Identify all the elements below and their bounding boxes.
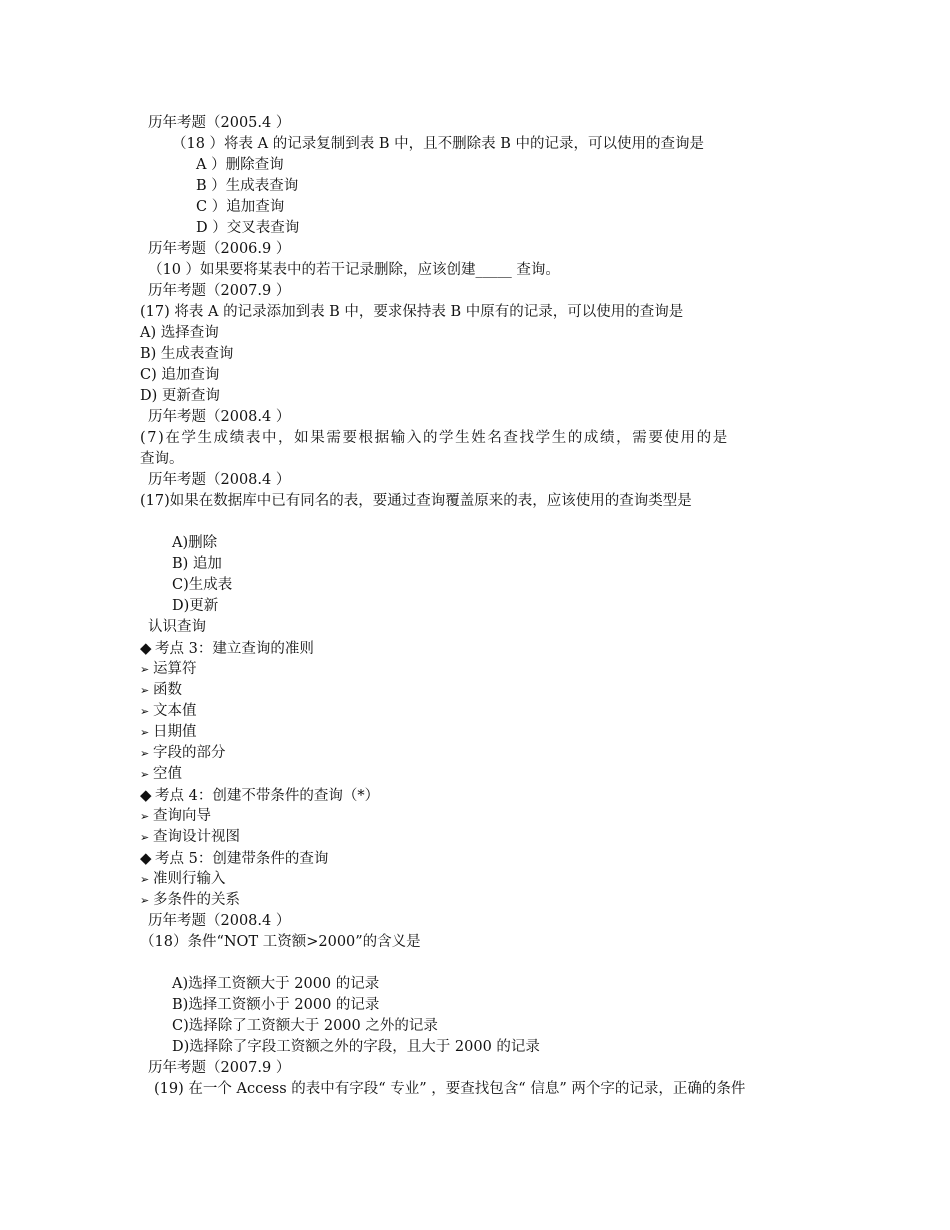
section-title: 认识查询 [148, 619, 206, 635]
diamond-icon: ◆ [140, 849, 152, 867]
arrow-bullet-icon: ➢ [140, 726, 150, 739]
answer-option: A ）删除查询 [196, 157, 284, 173]
answer-option: C ）追加查询 [196, 199, 285, 215]
bullet-item [140, 827, 240, 848]
bullet-label: 运算符 [153, 661, 197, 677]
answer-option: D)更新 [172, 598, 219, 614]
arrow-bullet-icon: ➢ [140, 873, 150, 886]
bullet-label: 文本值 [153, 703, 197, 719]
bullet-label: 多条件的关系 [153, 892, 240, 908]
key-point-label: 考点 4：创建不带条件的查询（*） [155, 788, 380, 804]
bullet-label: 空值 [153, 766, 182, 782]
question-text: （10 ）如果要将某表中的若干记录删除，应该创建_____ 查询。 [148, 262, 560, 278]
bullet-label: 准则行输入 [153, 871, 226, 887]
question-text: 查询。 [140, 451, 184, 467]
exam-heading: 历年考题（2007.9 ） [148, 1060, 291, 1076]
diamond-icon: ◆ [140, 639, 152, 657]
key-point-label: 考点 3：建立查询的准则 [155, 641, 314, 657]
answer-option: D ）交叉表查询 [196, 220, 300, 236]
exam-heading: 历年考题（2008.4 ） [148, 472, 291, 488]
key-point-heading [140, 638, 314, 659]
answer-option: C) 追加查询 [140, 367, 220, 383]
bullet-item [140, 701, 197, 722]
answer-option: B) 追加 [172, 556, 222, 572]
bullet-item [140, 659, 197, 680]
answer-option: C)选择除了工资额大于 2000 之外的记录 [172, 1018, 438, 1034]
answer-option: A) 选择查询 [140, 325, 219, 341]
exam-heading: 历年考题（2006.9 ） [148, 241, 291, 257]
key-point-heading [140, 848, 328, 869]
answer-option: A)删除 [172, 535, 218, 551]
bullet-item [140, 764, 182, 785]
answer-option: D)选择除了字段工资额之外的字段，且大于 2000 的记录 [172, 1039, 540, 1055]
answer-option: A)选择工资额大于 2000 的记录 [172, 976, 380, 992]
exam-heading: 历年考题（2007.9 ） [148, 283, 291, 299]
bullet-item [140, 722, 197, 743]
answer-option: B) 生成表查询 [140, 346, 234, 362]
bullet-label: 日期值 [153, 724, 197, 740]
exam-heading: 历年考题（2008.4 ） [148, 409, 291, 425]
bullet-item [140, 869, 226, 890]
answer-option: C)生成表 [172, 577, 233, 593]
question-text: (19) 在一个 Access 的表中有字段“ 专业” ，要查找包含“ 信息” 两个字的记录，正确的条件 [154, 1081, 746, 1097]
bullet-item [140, 890, 240, 911]
answer-option: B ）生成表查询 [196, 178, 299, 194]
bullet-label: 字段的部分 [153, 745, 226, 761]
question-text: (17) 将表 A 的记录添加到表 B 中，要求保持表 B 中原有的记录，可以使用的查询是 [140, 304, 684, 320]
arrow-bullet-icon: ➢ [140, 768, 150, 781]
bullet-label: 查询向导 [153, 808, 211, 824]
key-point-label: 考点 5：创建带条件的查询 [155, 851, 329, 867]
exam-heading: 历年考题（2008.4 ） [148, 913, 291, 929]
answer-option: D) 更新查询 [140, 388, 220, 404]
arrow-bullet-icon: ➢ [140, 705, 150, 718]
answer-option: B)选择工资额小于 2000 的记录 [172, 997, 380, 1013]
bullet-item [140, 743, 226, 764]
arrow-bullet-icon: ➢ [140, 810, 150, 823]
question-text: （18）条件“NOT 工资额>2000”的含义是 [140, 934, 421, 950]
exam-heading: 历年考题（2005.4 ） [148, 115, 291, 131]
bullet-label: 函数 [153, 682, 182, 698]
arrow-bullet-icon: ➢ [140, 831, 150, 844]
arrow-bullet-icon: ➢ [140, 894, 150, 907]
bullet-label: 查询设计视图 [153, 829, 240, 845]
arrow-bullet-icon: ➢ [140, 663, 150, 676]
bullet-item [140, 680, 182, 701]
question-text: （18 ）将表 A 的记录复制到表 B 中，且不删除表 B 中的记录，可以使用的查询是 [172, 136, 704, 152]
diamond-icon: ◆ [140, 786, 152, 804]
arrow-bullet-icon: ➢ [140, 684, 150, 697]
question-text: (7)在学生成绩表中，如果需要根据输入的学生姓名查找学生的成绩，需要使用的是 [140, 430, 729, 446]
question-text: (17)如果在数据库中已有同名的表，要通过查询覆盖原来的表，应该使用的查询类型是 [140, 493, 692, 509]
bullet-item [140, 806, 211, 827]
key-point-heading [140, 785, 379, 806]
arrow-bullet-icon: ➢ [140, 747, 150, 760]
